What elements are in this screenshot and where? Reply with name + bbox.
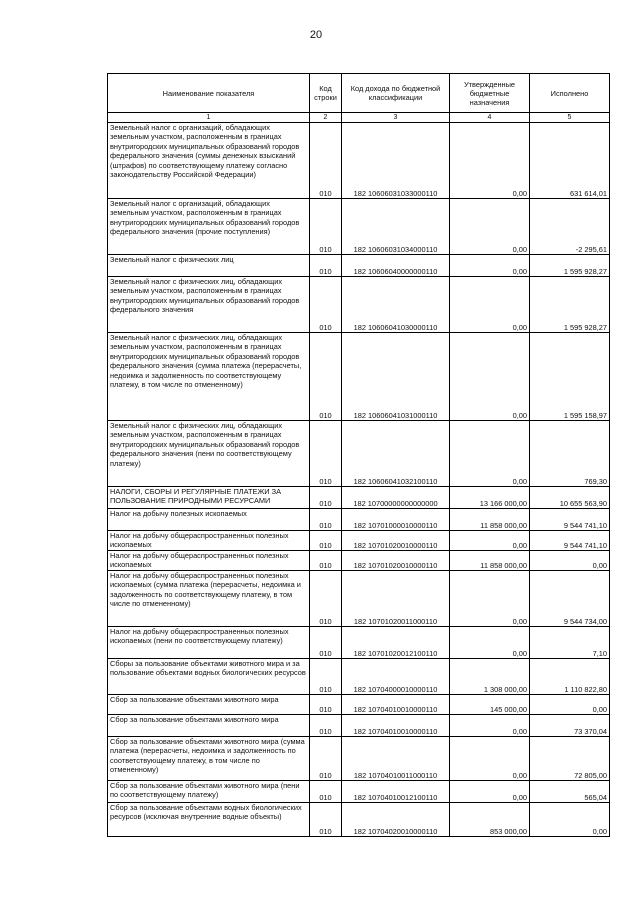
executed-amount-cell: 10 655 563,90 [530,487,610,509]
table-row [108,695,610,715]
table-row [108,571,610,627]
executed-amount-cell: 0,00 [530,695,610,715]
approved-amount-cell: 0,00 [450,421,530,487]
budget-code-cell: 182 10606040000000110 [342,255,450,277]
page-number: 20 [309,29,323,41]
budget-code-cell: 182 10606041032100110 [342,421,450,487]
table-row [108,123,610,199]
line-code-cell: 010 [310,277,342,333]
header-executed: Исполнено [530,74,610,113]
column-number: 2 [310,113,342,123]
line-code-cell: 010 [310,803,342,837]
budget-code-cell: 182 10606041031000110 [342,333,450,421]
line-code-cell: 010 [310,551,342,571]
executed-amount-cell: 9 544 734,00 [530,571,610,627]
table-row [108,277,610,333]
table-row [108,803,610,837]
budget-code-cell: 182 10606031034000110 [342,199,450,255]
line-code-cell: 010 [310,199,342,255]
approved-amount-cell: 11 858 000,00 [450,551,530,571]
table-row [108,781,610,803]
executed-amount-cell: 769,30 [530,421,610,487]
executed-amount-cell: 73 370,04 [530,715,610,737]
header-approved: Утвержденные бюджетные назначения [450,74,530,113]
table-row [108,421,610,487]
budget-code-cell: 182 10704000010000110 [342,659,450,695]
indicator-name-cell: Земельный налог с физических лиц, обладающих земельным участком, расположенным в границах внутригородских муниципальных образований городов федерального значения (сумма платежа (перерасчеты, недоимка и задолженность по соответствующему платежу, в том числе по отмененному) [108,333,310,421]
approved-amount-cell: 0,00 [450,627,530,659]
line-code-cell: 010 [310,715,342,737]
table-row [108,199,610,255]
budget-code-cell: 182 10606031033000110 [342,123,450,199]
executed-amount-cell: 631 614,01 [530,123,610,199]
indicator-name-cell: Сборы за пользование объектами животного мира и за пользование объектами водных биологических ресурсов [108,659,310,695]
executed-amount-cell: 1 595 928,27 [530,255,610,277]
indicator-name-cell: Сбор за пользование объектами животного мира [108,715,310,737]
approved-amount-cell: 0,00 [450,781,530,803]
budget-code-cell: 182 10701020011000110 [342,571,450,627]
executed-amount-cell: 0,00 [530,551,610,571]
executed-amount-cell: 565,04 [530,781,610,803]
executed-amount-cell: 1 595 158,97 [530,333,610,421]
indicator-name-cell: Земельный налог с физических лиц, обладающих земельным участком, расположенным в границах внутригородских муниципальных образований городов федерального значения [108,277,310,333]
executed-amount-cell: 9 544 741,10 [530,531,610,551]
line-code-cell: 010 [310,487,342,509]
executed-amount-cell: 0,00 [530,803,610,837]
budget-code-cell: 182 10606041030000110 [342,277,450,333]
approved-amount-cell: 145 000,00 [450,695,530,715]
indicator-name-cell: Налог на добычу полезных ископаемых [108,509,310,531]
approved-amount-cell: 0,00 [450,199,530,255]
table-row [108,487,610,509]
header-indicator-name: Наименование показателя [108,74,310,113]
header-budget-code: Код дохода по бюджетной классификации [342,74,450,113]
indicator-name-cell: Налог на добычу общераспространенных полезных ископаемых [108,531,310,551]
approved-amount-cell: 13 166 000,00 [450,487,530,509]
indicator-name-cell: Налог на добычу общераспространенных полезных ископаемых [108,551,310,571]
approved-amount-cell: 0,00 [450,715,530,737]
column-number-row [108,113,610,123]
indicator-name-cell: Сбор за пользование объектами животного мира [108,695,310,715]
table-row [108,737,610,781]
approved-amount-cell: 0,00 [450,737,530,781]
indicator-name-cell: Сбор за пользование объектами животного мира (сумма платежа (перерасчеты, недоимка и задолженность по соответствующему платежу, в том числе по отмененному) [108,737,310,781]
executed-amount-cell: 1 110 822,80 [530,659,610,695]
executed-amount-cell: -2 295,61 [530,199,610,255]
approved-amount-cell: 853 000,00 [450,803,530,837]
line-code-cell: 010 [310,781,342,803]
indicator-name-cell: Земельный налог с организаций, обладающих земельным участком, расположенным в границах внутригородских муниципальных образований городов федерального значения (прочие поступления) [108,199,310,255]
approved-amount-cell: 11 858 000,00 [450,509,530,531]
line-code-cell: 010 [310,695,342,715]
budget-code-cell: 182 10701020010000110 [342,551,450,571]
line-code-cell: 010 [310,659,342,695]
indicator-name-cell: НАЛОГИ, СБОРЫ И РЕГУЛЯРНЫЕ ПЛАТЕЖИ ЗА ПОЛЬЗОВАНИЕ ПРИРОДНЫМИ РЕСУРСАМИ [108,487,310,509]
column-number: 4 [450,113,530,123]
table-row [108,509,610,531]
line-code-cell: 010 [310,571,342,627]
indicator-name-cell: Сбор за пользование объектами водных биологических ресурсов (исключая внутренние водные объекты) [108,803,310,837]
line-code-cell: 010 [310,333,342,421]
approved-amount-cell: 0,00 [450,277,530,333]
line-code-cell: 010 [310,531,342,551]
approved-amount-cell: 0,00 [450,571,530,627]
executed-amount-cell: 9 544 741,10 [530,509,610,531]
table-row [108,333,610,421]
approved-amount-cell: 0,00 [450,123,530,199]
budget-code-cell: 182 10704010012100110 [342,781,450,803]
column-number: 3 [342,113,450,123]
indicator-name-cell: Налог на добычу общераспространенных полезных ископаемых (сумма платежа (перерасчеты, недоимка и задолженность по соответствующему платежу, в том числе по отмененному) [108,571,310,627]
indicator-name-cell: Земельный налог с организаций, обладающих земельным участком, расположенным в границах внутригородских муниципальных образований городов федерального значения (суммы денежных взысканий (штрафов) по соответствующему платежу согласно законодательству Российской Федерации) [108,123,310,199]
budget-code-cell: 182 10704010011000110 [342,737,450,781]
budget-code-cell: 182 10704020010000110 [342,803,450,837]
line-code-cell: 010 [310,421,342,487]
budget-code-cell: 182 10704010010000110 [342,695,450,715]
approved-amount-cell: 0,00 [450,531,530,551]
table-row [108,715,610,737]
executed-amount-cell: 72 805,00 [530,737,610,781]
executed-amount-cell: 1 595 928,27 [530,277,610,333]
line-code-cell: 010 [310,123,342,199]
header-line-code: Код строки [310,74,342,113]
column-number: 5 [530,113,610,123]
table-row [108,531,610,551]
table-header-row [108,74,610,113]
line-code-cell: 010 [310,627,342,659]
column-number: 1 [108,113,310,123]
indicator-name-cell: Сбор за пользование объектами животного мира (пени по соответствующему платежу) [108,781,310,803]
table-row [108,659,610,695]
approved-amount-cell: 0,00 [450,255,530,277]
line-code-cell: 010 [310,255,342,277]
table-row [108,627,610,659]
budget-execution-table [107,73,610,837]
approved-amount-cell: 1 308 000,00 [450,659,530,695]
line-code-cell: 010 [310,509,342,531]
line-code-cell: 010 [310,737,342,781]
approved-amount-cell: 0,00 [450,333,530,421]
budget-code-cell: 182 10701020012100110 [342,627,450,659]
table-row [108,255,610,277]
indicator-name-cell: Земельный налог с физических лиц, обладающих земельным участком, расположенным в границах внутригородских муниципальных образований городов федерального значения (пени по соответствующему платежу) [108,421,310,487]
executed-amount-cell: 7,10 [530,627,610,659]
budget-code-cell: 182 10701000010000110 [342,509,450,531]
budget-code-cell: 182 10701020010000110 [342,531,450,551]
indicator-name-cell: Налог на добычу общераспространенных полезных ископаемых (пени по соответствующему платежу) [108,627,310,659]
indicator-name-cell: Земельный налог с физических лиц [108,255,310,277]
budget-code-cell: 182 10704010010000110 [342,715,450,737]
table-row [108,551,610,571]
budget-code-cell: 182 10700000000000000 [342,487,450,509]
